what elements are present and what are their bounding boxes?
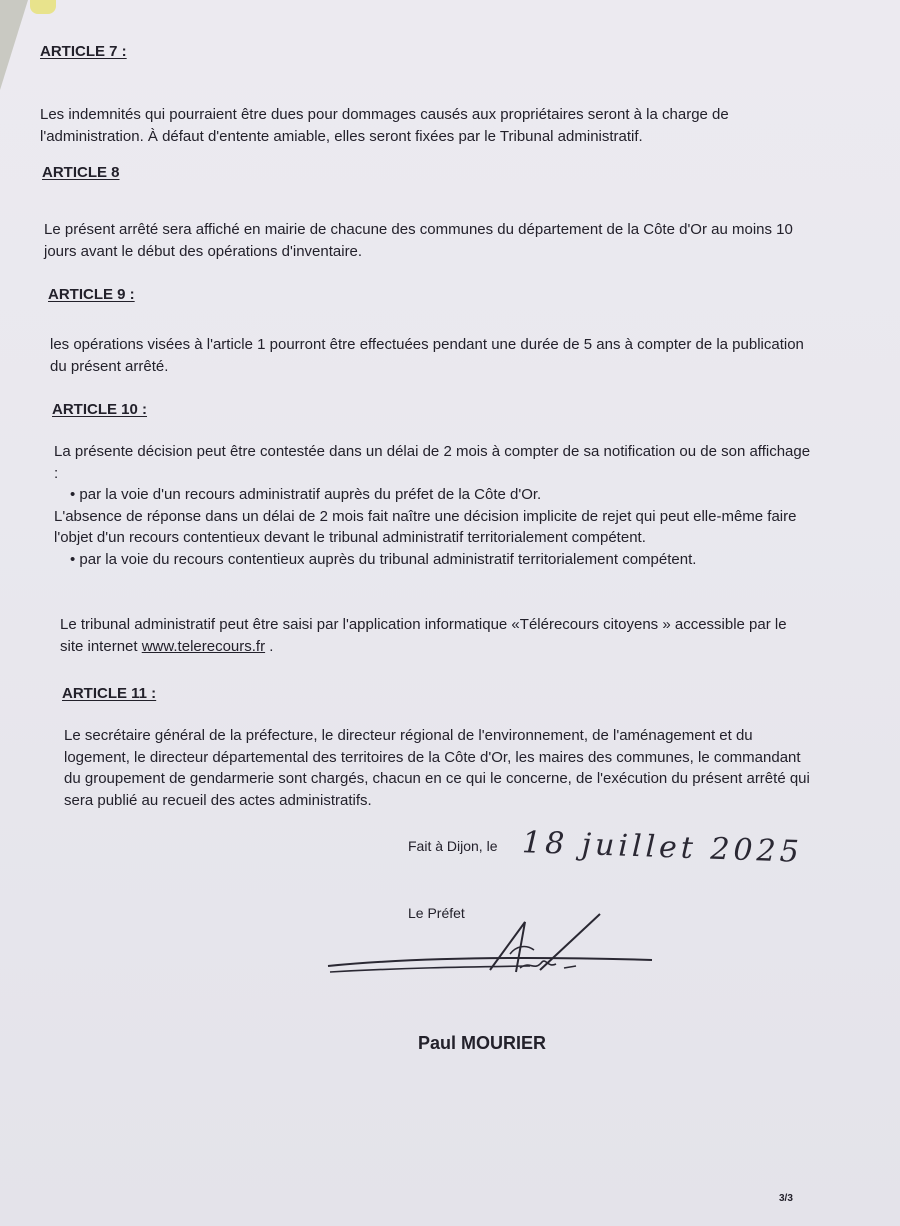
telerecours-link[interactable]: www.telerecours.fr (141, 637, 266, 655)
article-10-closing-text (60, 614, 812, 657)
article-7-heading: ARTICLE 7 : (40, 43, 127, 60)
article-10-closing-suffix: . (269, 637, 274, 655)
article-10-closing-prefix: Le tribunal administratif peut être saisi par l'application informatique «Télérecours citoyens » accessible par le site internet (60, 616, 787, 655)
handwritten-date: 18 juillet 2025 (521, 825, 804, 870)
article-10-bullet-administrative: • par la voie d'un recours administratif auprès du préfet de la Côte d'Or. (54, 484, 818, 506)
signatory-role: Le Préfet (408, 905, 465, 921)
article-11-heading: ARTICLE 11 : (62, 685, 157, 702)
article-8-body (44, 219, 824, 262)
handwritten-signature (320, 910, 660, 990)
article-9-text: les opérations visées à l'article 1 pourront être effectuées pendant une durée de 5 ans à compter de la publication du présent arrêté. (50, 336, 804, 375)
article-11-body (64, 725, 816, 811)
article-9-body (50, 334, 820, 377)
article-8-text: Le présent arrêté sera affiché en mairie de chacune des communes du département de la Côte d'Or au moins 10 jours avant le début des opérations d'inventaire. (44, 221, 793, 260)
article-11-text: Le secrétaire général de la préfecture, le directeur régional de l'environnement, de l'aménagement et du logement, le directeur départemental des territoires de la Côte d'Or, les maires des communes, le commandant du groupement de gendarmerie sont chargés, chacun en ce qui le concerne, de l'exécution du présent arrêté qui sera publié au recueil des actes administratifs. (64, 727, 810, 809)
article-10-closing (60, 614, 812, 657)
article-9-heading: ARTICLE 9 : (48, 286, 135, 303)
article-10-heading: ARTICLE 10 : (52, 401, 148, 418)
signatory-name: Paul MOURIER (418, 1033, 547, 1053)
page-corner-shadow (0, 0, 28, 90)
article-7-text: Les indemnités qui pourraient être dues pour dommages causés aux propriétaires seront à la charge de l'administration. À défaut d'entente amiable, elles seront fixées par le Tribunal administratif. (40, 106, 729, 145)
article-10-middle: L'absence de réponse dans un délai de 2 mois fait naître une décision implicite de rejet qui peut elle-même faire l'objet d'un recours contentieux devant le tribunal administratif territorialement compétent. (54, 507, 797, 546)
article-10-body (54, 441, 818, 570)
yellow-tab (30, 0, 56, 14)
page-number: 3/3 (779, 1193, 793, 1204)
article-7-body (40, 104, 830, 147)
article-10-bullet-contentious: • par la voie du recours contentieux auprès du tribunal administratif territorialement compétent. (54, 549, 818, 571)
place-date-label: Fait à Dijon, le (408, 838, 498, 854)
article-10-intro: La présente décision peut être contestée dans un délai de 2 mois à compter de sa notification ou de son affichage : (54, 443, 811, 482)
article-8-heading: ARTICLE 8 (42, 164, 120, 181)
